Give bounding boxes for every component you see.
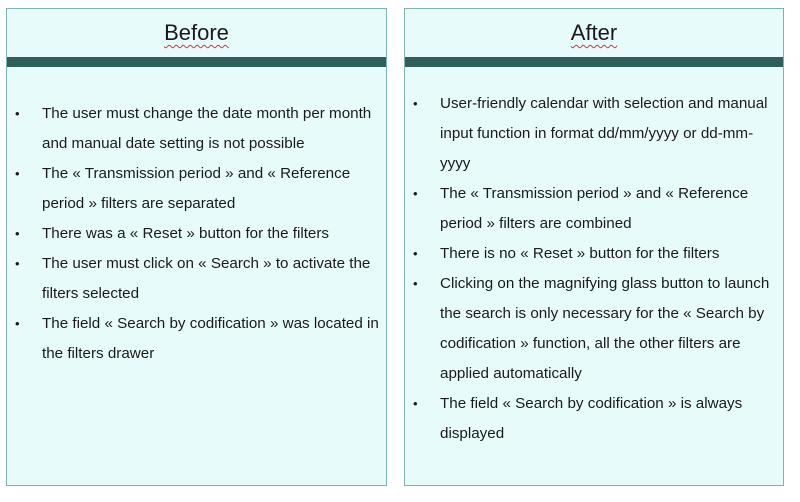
list-item: • The field « Search by codification » is always displayed — [405, 389, 775, 449]
before-list — [7, 99, 380, 369]
bullet-icon: • — [15, 106, 20, 121]
before-header-bar — [7, 57, 386, 67]
list-item: • The « Transmission period » and « Reference period » filters are combined — [405, 179, 775, 239]
bullet-icon: • — [15, 226, 20, 241]
before-panel — [6, 8, 387, 486]
list-item: • The user must click on « Search » to activate the filters selected — [7, 249, 380, 309]
list-item: • There is no « Reset » button for the filters — [405, 239, 775, 269]
after-title: After — [570, 20, 618, 45]
bullet-icon: • — [413, 246, 418, 261]
list-item: • The user must change the date month per month and manual date setting is not possible — [7, 99, 380, 159]
before-title: Before — [164, 20, 229, 45]
bullet-icon: • — [15, 256, 20, 271]
bullet-icon: • — [413, 276, 418, 291]
bullet-icon: • — [413, 186, 418, 201]
list-item: • User-friendly calendar with selection and manual input function in format dd/mm/yyyy or dd-mm-yyyy — [405, 89, 775, 179]
after-panel — [404, 8, 784, 486]
list-item: • The « Transmission period » and « Reference period » filters are separated — [7, 159, 380, 219]
bullet-icon: • — [15, 316, 20, 331]
bullet-icon: • — [413, 396, 418, 411]
after-list — [405, 89, 775, 449]
list-item: • Clicking on the magnifying glass button to launch the search is only necessary for the « Search by codification » function, all the other filters are applied automatically — [405, 269, 775, 389]
bullet-icon: • — [413, 96, 418, 111]
list-item: • There was a « Reset » button for the filters — [7, 219, 380, 249]
after-header-bar — [405, 57, 783, 67]
bullet-icon: • — [15, 166, 20, 181]
list-item: • The field « Search by codification » was located in the filters drawer — [7, 309, 380, 369]
